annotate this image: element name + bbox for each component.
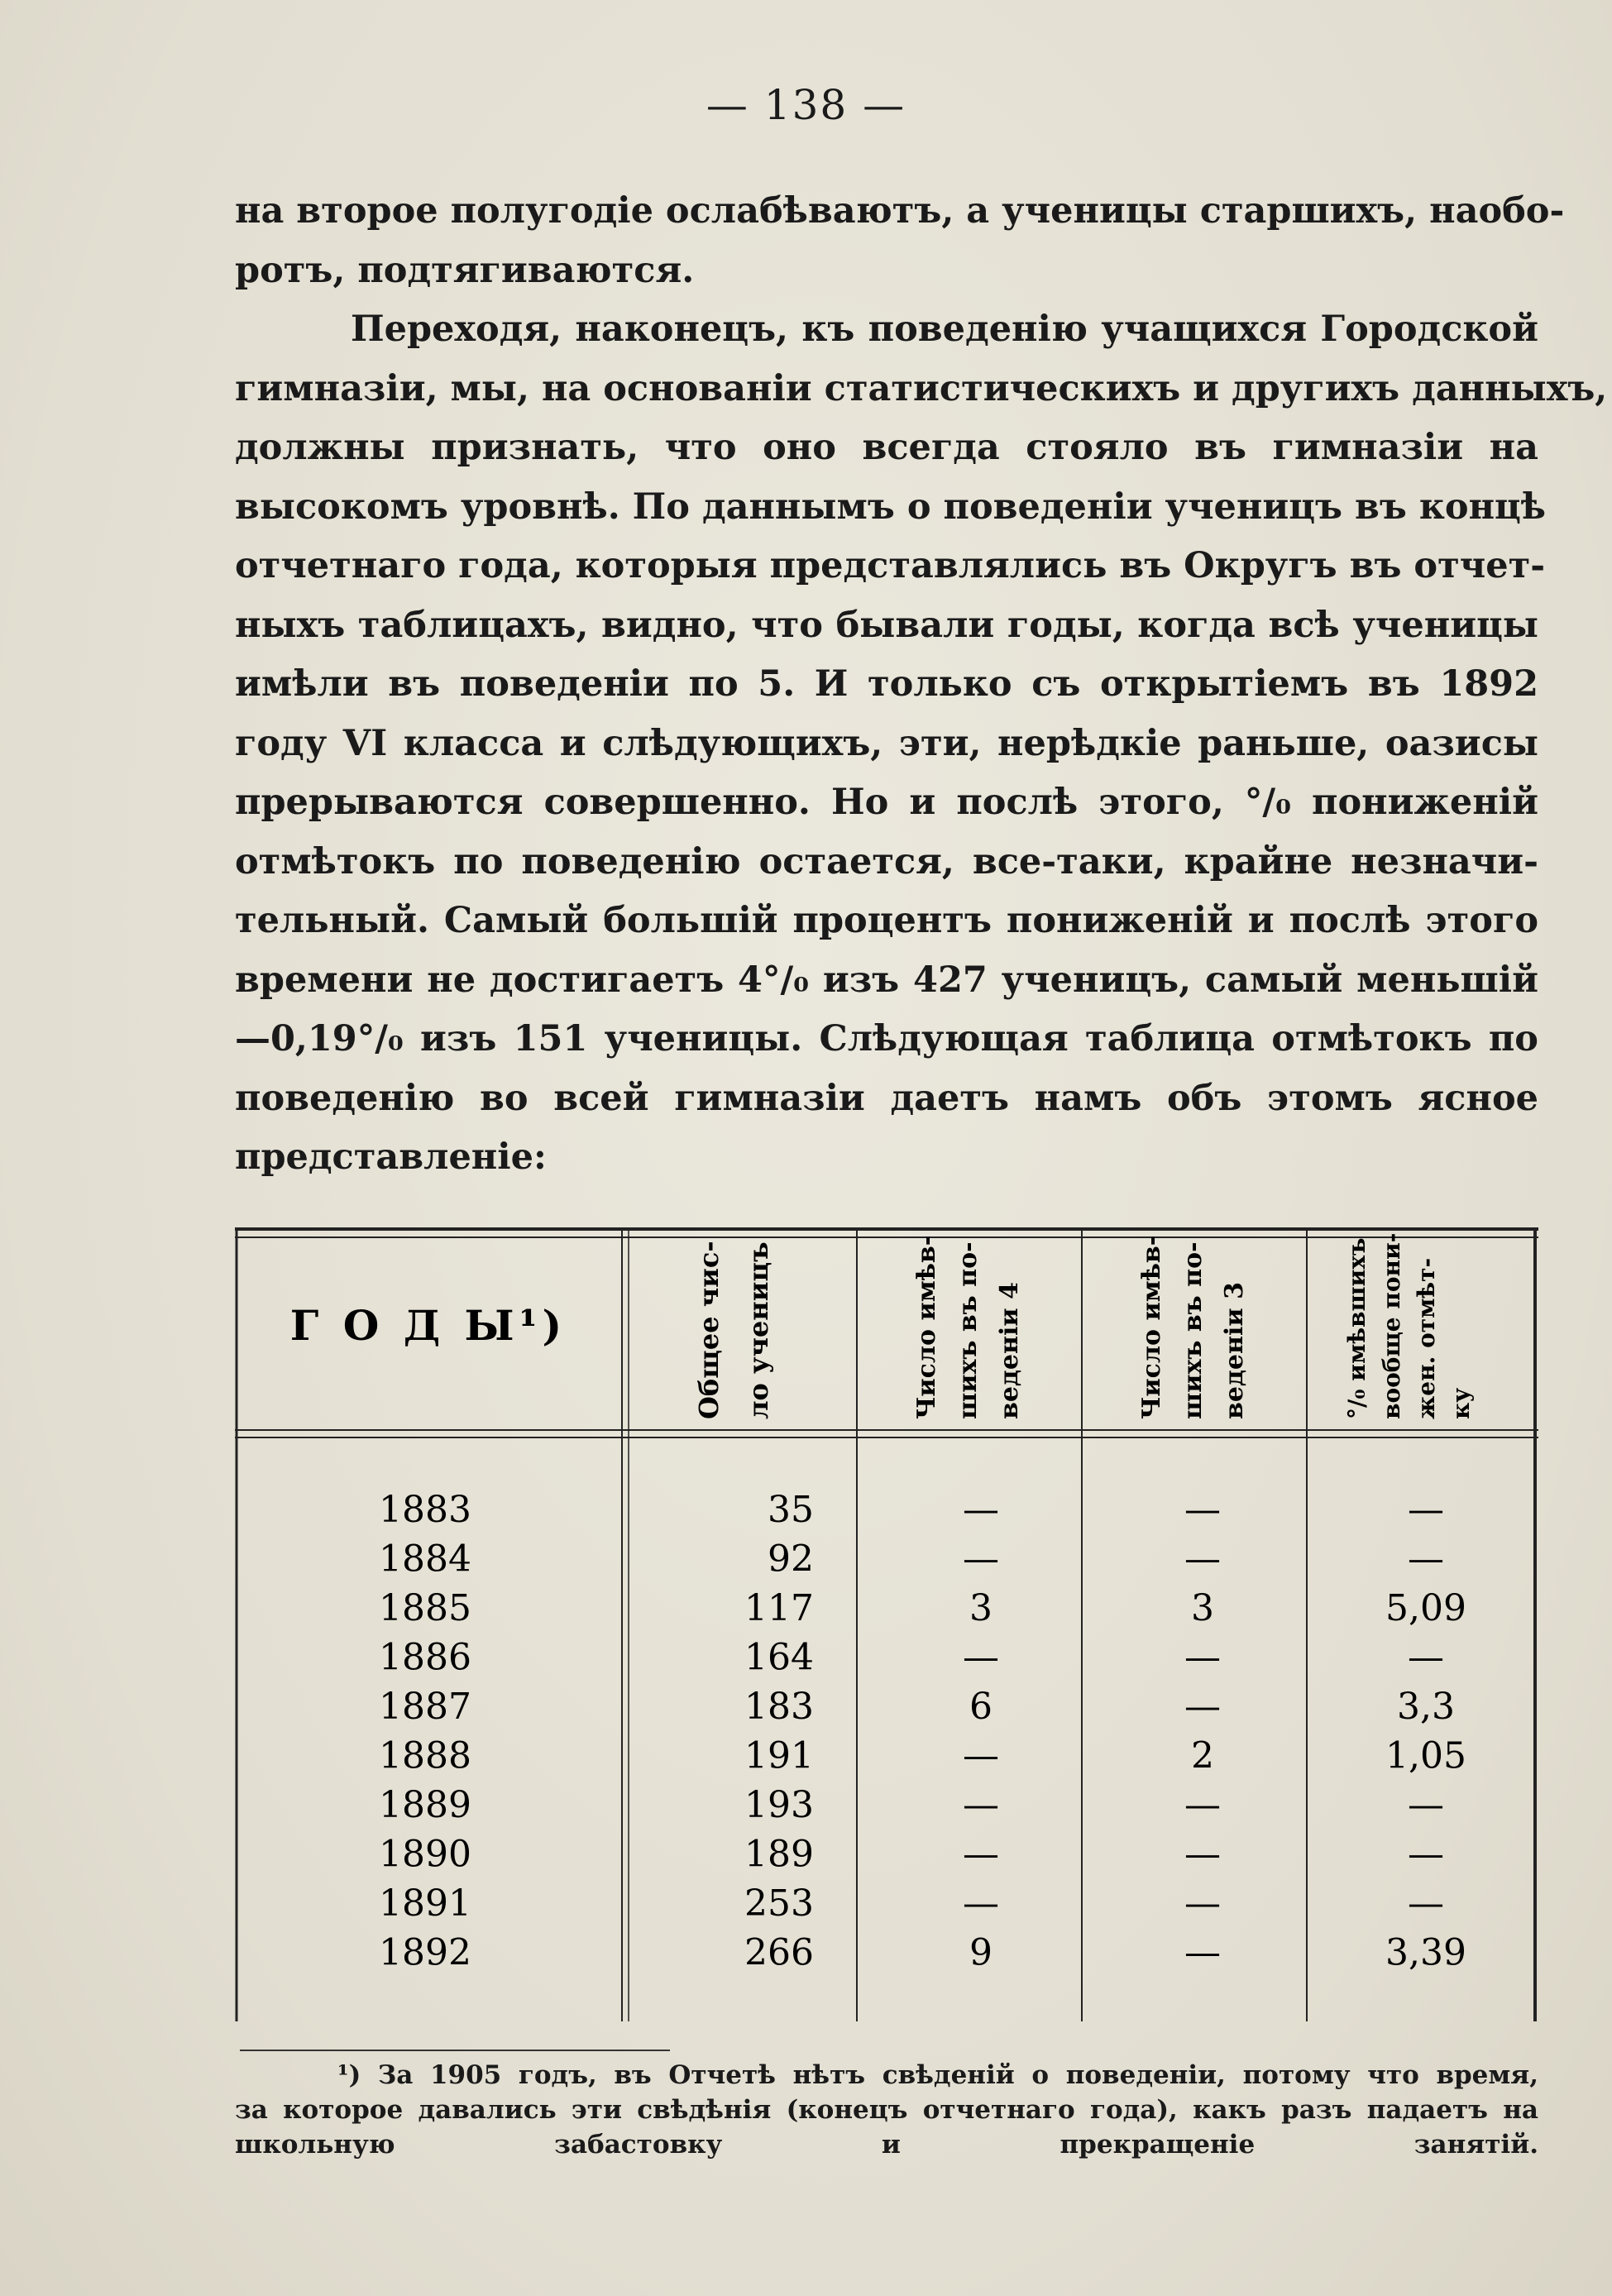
header-line: Число имѣв- (912, 1235, 941, 1419)
header-line: веденіи 4 (995, 1282, 1024, 1419)
cell-percent: — (1408, 1538, 1444, 1581)
cell-year: 1889 (379, 1784, 471, 1826)
page-number: — 138 — (706, 81, 906, 129)
cell-conduct-4: — (963, 1833, 999, 1876)
cell-total: 35 (768, 1489, 814, 1531)
cell-percent: 1,05 (1385, 1734, 1466, 1777)
header-line: Число имѣв- (1137, 1235, 1166, 1419)
cell-conduct-4: — (963, 1882, 999, 1925)
cell-year: 1891 (379, 1882, 471, 1925)
header-line: жен. отмѣт- (1413, 1257, 1440, 1419)
conduct-table-grid (235, 1227, 1538, 2021)
table-row (379, 1882, 1444, 1925)
header-line: шихъ въ по- (1179, 1241, 1208, 1419)
text-line: году VI класса и слѣдующихъ, эти, нерѣдкіе раньше, оазисы (235, 722, 1538, 764)
cell-total: 193 (744, 1784, 814, 1826)
cell-total: 117 (744, 1587, 814, 1629)
cell-percent: — (1408, 1636, 1444, 1679)
cell-percent: — (1408, 1833, 1444, 1876)
cell-total: 266 (744, 1931, 814, 1974)
cell-conduct-4: — (963, 1489, 999, 1531)
footnote-line: за которое давались эти свѣдѣнія (конецъ отчетнаго года), какъ разъ падаетъ на (235, 2095, 1538, 2125)
cell-conduct-4: 6 (969, 1686, 993, 1728)
footnote (235, 2058, 1538, 2162)
cell-total: 189 (744, 1833, 814, 1876)
header-total-students (693, 1241, 774, 1419)
cell-year: 1892 (379, 1931, 471, 1974)
header-line: вообще пони- (1378, 1232, 1405, 1419)
cell-conduct-3: — (1184, 1686, 1221, 1728)
cell-conduct-3: — (1184, 1784, 1221, 1826)
text-line: Переходя, наконецъ, къ поведенію учащихся Городской (351, 309, 1538, 350)
table-body (379, 1489, 1466, 1974)
text-line: поведенію во всей гимназіи даетъ намъ объ этомъ ясное (235, 1077, 1538, 1119)
table-row (379, 1637, 1444, 1679)
cell-conduct-3: — (1184, 1882, 1221, 1925)
paragraph-2 (235, 300, 1608, 1188)
header-line: веденіи 3 (1220, 1282, 1249, 1419)
footnote-rule (240, 2050, 670, 2051)
table-row (379, 1834, 1444, 1876)
cell-percent: 3,3 (1397, 1686, 1455, 1728)
table-row (379, 1932, 1466, 1974)
cell-conduct-3: — (1184, 1489, 1221, 1531)
text-line: времени не достигаетъ 4°/₀ изъ 427 ученицъ, самый меньшій (235, 959, 1538, 1001)
text-line: отчетнаго года, которыя представлялись въ Округъ въ отчет- (235, 545, 1546, 586)
text-line: прерываются совершенно. Но и послѣ этого, °/₀ пониженій (235, 782, 1538, 823)
text-line: на второе полугодіе ослабѣваютъ, а ученицы старшихъ, наобо- (235, 190, 1565, 232)
cell-conduct-4: — (963, 1784, 999, 1826)
cell-total: 253 (744, 1882, 814, 1925)
text-line: имѣли въ поведеніи по 5. И только съ открытіемъ въ 1892 (235, 663, 1538, 705)
header-line: шихъ въ по- (954, 1241, 983, 1419)
text-line: отмѣтокъ по поведенію остается, все-таки, крайне незначи- (235, 840, 1538, 883)
paragraph-1 (235, 182, 1565, 300)
cell-conduct-3: — (1184, 1538, 1221, 1581)
conduct-table (235, 1227, 1538, 2021)
cell-conduct-4: — (963, 1636, 999, 1679)
footnote-line: ¹) За 1905 годъ, въ Отчетѣ нѣтъ свѣденій о поведеніи, потому что время, (337, 2060, 1538, 2090)
text-line: —0,19°/₀ изъ 151 ученицы. Слѣдующая таблица отмѣтокъ по (235, 1018, 1538, 1060)
cell-total: 92 (768, 1538, 814, 1581)
table-row (379, 1686, 1455, 1728)
body-text (235, 182, 1608, 1188)
table-row (379, 1784, 1444, 1826)
cell-conduct-3: — (1184, 1833, 1221, 1876)
header-line: ло ученицъ (743, 1241, 774, 1419)
cell-conduct-3: 2 (1191, 1734, 1214, 1777)
cell-year: 1885 (379, 1587, 471, 1629)
header-conduct-4 (912, 1236, 1024, 1419)
header-years: Г О Д Ы¹) (289, 1301, 567, 1350)
header-conduct-3 (1137, 1236, 1249, 1419)
header-line: ку (1447, 1387, 1475, 1419)
cell-conduct-4: — (963, 1538, 999, 1581)
cell-conduct-4: — (963, 1734, 999, 1777)
cell-total: 164 (744, 1636, 814, 1679)
cell-year: 1890 (379, 1833, 471, 1876)
cell-year: 1887 (379, 1686, 471, 1728)
cell-year: 1883 (379, 1489, 471, 1531)
table-row (379, 1587, 1466, 1629)
header-percent-lowered (1343, 1233, 1475, 1419)
cell-conduct-4: 3 (969, 1587, 993, 1629)
cell-total: 191 (744, 1734, 814, 1777)
text-line: высокомъ уровнѣ. По даннымъ о поведеніи ученицъ въ концѣ (235, 486, 1547, 528)
header-line: Общее чис- (693, 1241, 725, 1419)
footnote-line: школьную забастовку и прекращеніе занятій. (235, 2130, 1538, 2160)
text-line: должны признать, что оно всегда стояло въ гимназіи на (235, 427, 1538, 468)
header-line: °/₀ имѣвшихъ (1343, 1237, 1370, 1419)
cell-percent: — (1408, 1784, 1444, 1826)
cell-percent: 5,09 (1385, 1587, 1466, 1629)
cell-conduct-3: 3 (1191, 1587, 1214, 1629)
cell-year: 1888 (379, 1734, 471, 1777)
cell-year: 1884 (379, 1538, 471, 1581)
text-line: ныхъ таблицахъ, видно, что бывали годы, когда всѣ ученицы (235, 604, 1538, 646)
cell-percent: — (1408, 1489, 1444, 1531)
cell-total: 183 (744, 1686, 814, 1728)
cell-conduct-4: 9 (969, 1931, 993, 1974)
table-row (379, 1735, 1466, 1777)
text-line: тельный. Самый большій процентъ пониженій и послѣ этого (235, 900, 1538, 941)
cell-percent: — (1408, 1882, 1444, 1925)
cell-year: 1886 (379, 1636, 471, 1679)
table-row (379, 1489, 1444, 1531)
cell-conduct-3: — (1184, 1636, 1221, 1679)
cell-conduct-3: — (1184, 1931, 1221, 1974)
text-line: представленіе: (235, 1136, 547, 1178)
cell-percent: 3,39 (1385, 1931, 1466, 1974)
text-line: гимназіи, мы, на основаніи статистическихъ и другихъ данныхъ, (235, 367, 1608, 409)
text-line: ротъ, подтягиваются. (235, 249, 695, 291)
table-row (379, 1538, 1444, 1581)
